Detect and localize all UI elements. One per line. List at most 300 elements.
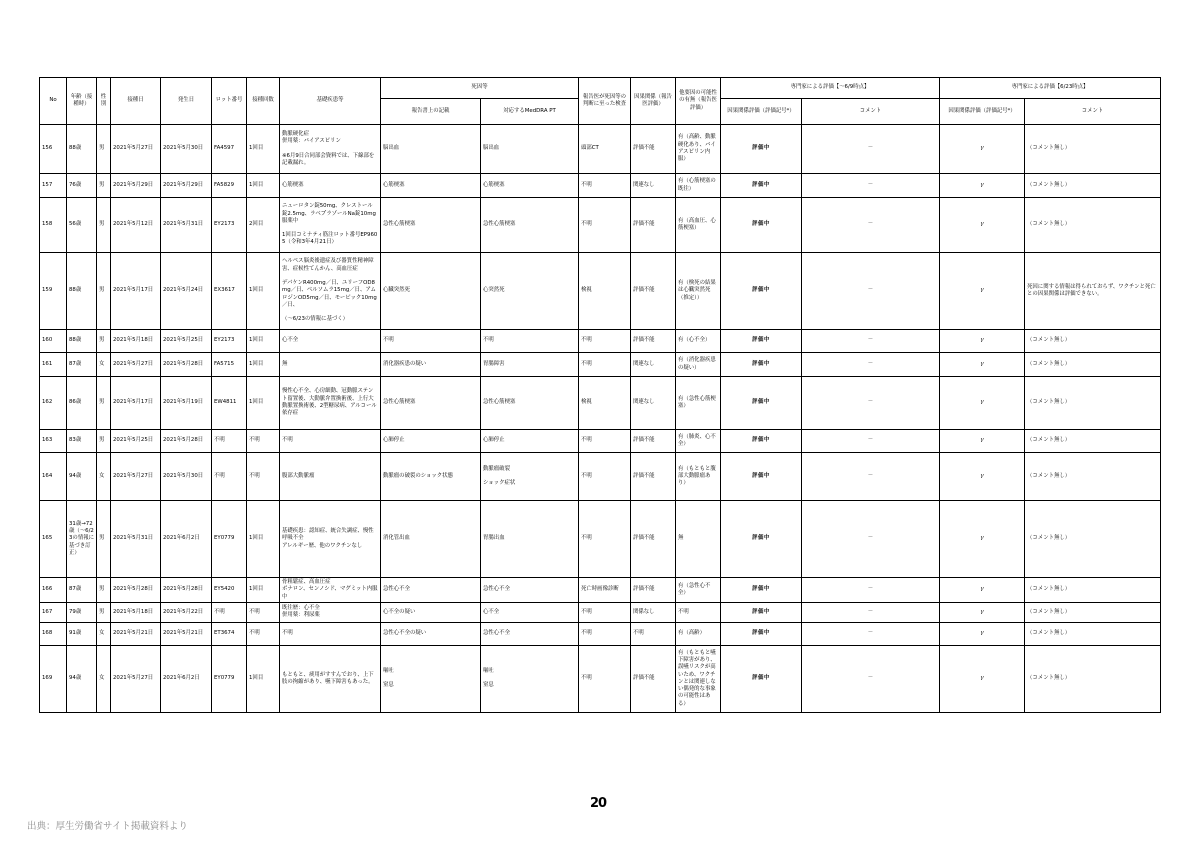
- cell-eval-0623: γ: [940, 377, 1025, 430]
- cell-eval-0623: γ: [940, 453, 1025, 501]
- cell-exam: 不明: [579, 645, 631, 712]
- cell-sex: 男: [97, 377, 111, 430]
- cell-eval-0609: 評価中: [721, 198, 802, 253]
- table-row: [40, 501, 1161, 578]
- cell-meddra-line: 動脈瘤破裂: [483, 465, 510, 472]
- cell-reported-cause-line: 嘔吐: [383, 668, 394, 675]
- cell-reported-cause-line: 心臓突然死: [383, 287, 410, 294]
- cell-age: 83歳: [67, 430, 97, 453]
- cell-underlying: [280, 174, 381, 198]
- cell-no: 163: [40, 430, 67, 453]
- cell-meddra: [481, 253, 579, 330]
- cell-reported-cause: [381, 453, 481, 501]
- cell-meddra: [481, 174, 579, 198]
- cell-vax-date: 2021年5月17日: [111, 377, 161, 430]
- cell-age: 91歳: [67, 622, 97, 645]
- cell-onset: 2021年5月21日: [161, 622, 212, 645]
- cell-dose: 1回目: [247, 125, 280, 174]
- cell-underlying: [280, 430, 381, 453]
- cell-age: 94歳: [67, 453, 97, 501]
- cell-reported-cause-line: 動脈瘤の破裂のショック状態: [383, 472, 453, 479]
- cell-onset: 2021年5月28日: [161, 353, 212, 377]
- cell-comment-0609: －: [802, 430, 940, 453]
- cell-comment-0623: （コメント無し）: [1025, 645, 1161, 712]
- cell-meddra-line: 急性心不全: [483, 630, 510, 637]
- table-row: [40, 174, 1161, 198]
- cell-sex: 女: [97, 622, 111, 645]
- header-eval-0623: 因果関係評価（評価記号*）: [940, 99, 1025, 125]
- cell-underlying: [280, 253, 381, 330]
- cell-other-factors: 有（急性心不全）: [676, 578, 721, 603]
- cell-vax-date: 2021年5月29日: [111, 174, 161, 198]
- cell-meddra-line: 心突然死: [483, 287, 505, 294]
- header-eval-0609: 因果関係評価（評価記号*）: [721, 99, 802, 125]
- cell-meddra-line: [483, 675, 576, 682]
- cell-exam: 検視: [579, 253, 631, 330]
- header-age: 年齢（接種時）: [67, 78, 97, 125]
- cell-comment-0623: （コメント無し）: [1025, 377, 1161, 430]
- cell-eval-0609: 評価中: [721, 602, 802, 622]
- cell-comment-0609: －: [802, 174, 940, 198]
- cell-reported-cause: [381, 501, 481, 578]
- cell-onset: 2021年5月28日: [161, 430, 212, 453]
- cell-onset: 2021年5月28日: [161, 578, 212, 603]
- cell-meddra: [481, 578, 579, 603]
- cell-no: 167: [40, 602, 67, 622]
- cell-meddra-line: 心不全: [483, 608, 500, 615]
- cell-eval-0623: γ: [940, 330, 1025, 353]
- cell-lot: EY5420: [212, 578, 247, 603]
- cell-vax-date: 2021年5月27日: [111, 125, 161, 174]
- cell-eval-0609: 評価中: [721, 645, 802, 712]
- table-row: [40, 453, 1161, 501]
- cell-comment-0623: （コメント無し）: [1025, 174, 1161, 198]
- cell-sex: 女: [97, 353, 111, 377]
- cell-other-factors: 有（肺炎、心不全）: [676, 430, 721, 453]
- cell-meddra-line: 嘔吐: [483, 668, 494, 675]
- table-row: [40, 330, 1161, 353]
- cell-dose: 1回目: [247, 578, 280, 603]
- cell-onset: 2021年5月31日: [161, 198, 212, 253]
- cell-underlying: [280, 330, 381, 353]
- table-row: [40, 377, 1161, 430]
- header-exam: 報告医が死因等の判断に至った検査: [579, 78, 631, 125]
- cell-underlying: [280, 198, 381, 253]
- header-expert-0609: 専門家による評価【～6/9時点】: [721, 78, 940, 99]
- cell-underlying-line: 不明: [282, 437, 293, 444]
- header-cause-group: 死因等: [381, 78, 579, 99]
- table-row: [40, 353, 1161, 377]
- cell-exam: 不明: [579, 602, 631, 622]
- cell-comment-0623: （コメント無し）: [1025, 453, 1161, 501]
- cell-other-factors: 有（心筋梗塞の既往）: [676, 174, 721, 198]
- cell-lot: FA5715: [212, 353, 247, 377]
- cell-comment-0623: （コメント無し）: [1025, 353, 1161, 377]
- cell-eval-0609: 評価中: [721, 125, 802, 174]
- header-other-factors: 他要因の可能性の有無（報告医評価）: [676, 78, 721, 125]
- cell-meddra: [481, 501, 579, 578]
- cell-lot: EY0779: [212, 645, 247, 712]
- cell-underlying-line: 心筋梗塞: [282, 181, 304, 188]
- cell-age: 87歳: [67, 353, 97, 377]
- cell-reported-cause: [381, 125, 481, 174]
- header-onset: 発生日: [161, 78, 212, 125]
- cell-other-factors: 有（もともと腹部大動脈瘤あり）: [676, 453, 721, 501]
- cell-causality: 評価不能: [631, 430, 676, 453]
- cell-lot: FA5829: [212, 174, 247, 198]
- cell-eval-0609: 評価中: [721, 578, 802, 603]
- cell-sex: 男: [97, 602, 111, 622]
- cell-age: 56歳: [67, 198, 97, 253]
- cell-underlying-line: もともと、痰用がすすんでおり、上下肢の拘縮があり、嚥下障害もあった。: [282, 671, 374, 685]
- table-row: [40, 198, 1161, 253]
- cell-comment-0609: －: [802, 253, 940, 330]
- cell-other-factors: 有（高血圧、心筋梗塞）: [676, 198, 721, 253]
- cell-comment-0609: －: [802, 125, 940, 174]
- cell-no: 166: [40, 578, 67, 603]
- cell-sex: 男: [97, 430, 111, 453]
- cell-exam: 不明: [579, 622, 631, 645]
- cell-eval-0623: γ: [940, 353, 1025, 377]
- cell-lot: EY2173: [212, 198, 247, 253]
- cell-no: 164: [40, 453, 67, 501]
- cell-comment-0623: 死因に関する情報は得られておらず、ワクチンと死亡との因果関係は評価できない。: [1025, 253, 1161, 330]
- cell-no: 160: [40, 330, 67, 353]
- cell-onset: 2021年5月19日: [161, 377, 212, 430]
- cell-reported-cause-line: 急性心不全の疑い: [383, 630, 427, 637]
- cell-onset: 2021年5月29日: [161, 174, 212, 198]
- cell-sex: 男: [97, 501, 111, 578]
- cell-sex: 女: [97, 453, 111, 501]
- header-sex: 性別: [97, 78, 111, 125]
- cell-underlying: [280, 501, 381, 578]
- cell-comment-0609: －: [802, 377, 940, 430]
- header-dose: 接種回数: [247, 78, 280, 125]
- cell-causality: 評価不能: [631, 578, 676, 603]
- cell-meddra: [481, 353, 579, 377]
- cell-underlying-line: （～6/23の情報に基づく）: [282, 316, 349, 323]
- cell-reported-cause: [381, 430, 481, 453]
- cell-underlying-line: 腹部大動脈瘤: [282, 472, 315, 479]
- cell-comment-0609: －: [802, 578, 940, 603]
- header-comment-0609: コメント: [802, 99, 940, 125]
- cell-comment-0609: －: [802, 645, 940, 712]
- cell-meddra-line: 心筋梗塞: [483, 181, 505, 188]
- cell-eval-0609: 評価中: [721, 377, 802, 430]
- cell-underlying-line: アレルギー歴、他のワクチンなし: [282, 542, 363, 549]
- cell-causality: 関連なし: [631, 377, 676, 430]
- cell-comment-0623: （コメント無し）: [1025, 602, 1161, 622]
- cell-other-factors: 有（高齢）: [676, 622, 721, 645]
- adverse-event-table: [39, 77, 1161, 713]
- cell-underlying: [280, 622, 381, 645]
- cell-onset: 2021年6月2日: [161, 501, 212, 578]
- cell-reported-cause: [381, 330, 481, 353]
- cell-vax-date: 2021年5月17日: [111, 253, 161, 330]
- cell-underlying-line: 心不全: [282, 337, 299, 344]
- cell-exam: 不明: [579, 453, 631, 501]
- cell-eval-0609: 評価中: [721, 253, 802, 330]
- cell-sex: 男: [97, 198, 111, 253]
- cell-comment-0623: （コメント無し）: [1025, 330, 1161, 353]
- page-number: 20: [590, 796, 607, 811]
- cell-exam: 不明: [579, 430, 631, 453]
- cell-meddra: [481, 622, 579, 645]
- cell-underlying: [280, 125, 381, 174]
- cell-sex: 男: [97, 174, 111, 198]
- cell-no: 165: [40, 501, 67, 578]
- table-body: [40, 125, 1161, 713]
- cell-lot: 不明: [212, 602, 247, 622]
- cell-reported-cause: [381, 622, 481, 645]
- cell-causality: 評価不能: [631, 645, 676, 712]
- cell-causality: 評価不能: [631, 453, 676, 501]
- cell-underlying-line: 動脈硬化症: [282, 130, 309, 137]
- cell-sex: 男: [97, 330, 111, 353]
- cell-underlying: [280, 353, 381, 377]
- cell-lot: EW4811: [212, 377, 247, 430]
- cell-eval-0609: 評価中: [721, 430, 802, 453]
- header-no: No: [40, 78, 67, 125]
- cell-exam: 頭部CT: [579, 125, 631, 174]
- cell-vax-date: 2021年5月18日: [111, 602, 161, 622]
- cell-age: 79歳: [67, 602, 97, 622]
- cell-causality: 不明: [631, 622, 676, 645]
- cell-lot: EY2173: [212, 330, 247, 353]
- cell-exam: 不明: [579, 330, 631, 353]
- cell-no: 161: [40, 353, 67, 377]
- cell-vax-date: 2021年5月31日: [111, 501, 161, 578]
- cell-age: 88歳: [67, 125, 97, 174]
- cell-comment-0623: （コメント無し）: [1025, 501, 1161, 578]
- header-underlying: 基礎疾患等: [280, 78, 381, 125]
- cell-vax-date: 2021年5月18日: [111, 330, 161, 353]
- cell-meddra-line: 胃腸出血: [483, 535, 505, 542]
- cell-underlying-line: 既往歴：心不全: [282, 605, 320, 612]
- cell-exam: 不明: [579, 198, 631, 253]
- cell-underlying-line: 無: [282, 360, 288, 367]
- cell-other-factors: 有（検死の結果は心臓突然死（推定））: [676, 253, 721, 330]
- cell-causality: 評価不能: [631, 198, 676, 253]
- cell-other-factors: 有（急性心筋梗塞）: [676, 377, 721, 430]
- cell-comment-0623: （コメント無し）: [1025, 430, 1161, 453]
- cell-reported-cause-line: 消化管出血: [383, 535, 410, 542]
- cell-reported-cause-line: 心不全の疑い: [383, 608, 416, 615]
- cell-reported-cause-line: 心筋梗塞: [383, 181, 405, 188]
- table-row: [40, 578, 1161, 603]
- cell-dose: 1回目: [247, 330, 280, 353]
- cell-sex: 男: [97, 578, 111, 603]
- cell-reported-cause: [381, 353, 481, 377]
- cell-eval-0623: γ: [940, 125, 1025, 174]
- cell-meddra: [481, 430, 579, 453]
- cell-dose: 1回目: [247, 253, 280, 330]
- cell-meddra: [481, 125, 579, 174]
- cell-exam: 不明: [579, 353, 631, 377]
- cell-underlying-line: 慢性心不全、心房細動、冠動脈ステント留置後、大動脈弁置換術後、上行大動脈置換術後、2型糖尿病、アルコール依存症: [282, 388, 377, 417]
- cell-comment-0609: －: [802, 501, 940, 578]
- cell-underlying-line: [282, 273, 378, 280]
- cell-meddra: [481, 602, 579, 622]
- cell-lot: EY0779: [212, 501, 247, 578]
- cell-comment-0623: （コメント無し）: [1025, 578, 1161, 603]
- cell-meddra-line: 心肺停止: [483, 437, 505, 444]
- cell-causality: 評価不能: [631, 253, 676, 330]
- cell-other-factors: 有（高齢、動脈硬化あり、バイアスピリン内服）: [676, 125, 721, 174]
- cell-exam: 不明: [579, 501, 631, 578]
- cell-onset: 2021年5月22日: [161, 602, 212, 622]
- cell-underlying-line: ※6月9日合同部会資料では、下線部を記載漏れ。: [282, 152, 375, 166]
- cell-underlying-line: 併用薬：バイアスピリン: [282, 138, 341, 145]
- cell-dose: 不明: [247, 453, 280, 501]
- cell-eval-0623: γ: [940, 430, 1025, 453]
- cell-causality: 評価不能: [631, 501, 676, 578]
- header-expert-0623: 専門家による評価【6/23時点】: [940, 78, 1161, 99]
- cell-comment-0609: －: [802, 602, 940, 622]
- cell-reported-cause-line: 急性心筋梗塞: [383, 399, 416, 406]
- cell-vax-date: 2021年5月21日: [111, 622, 161, 645]
- cell-underlying: [280, 377, 381, 430]
- cell-causality: 関係なし: [631, 602, 676, 622]
- cell-reported-cause-line: 消化器疾患の疑い: [383, 360, 427, 367]
- cell-underlying-line: [282, 146, 378, 153]
- cell-reported-cause-line: 急性心不全: [383, 586, 410, 593]
- cell-lot: FA4597: [212, 125, 247, 174]
- cell-onset: 2021年5月24日: [161, 253, 212, 330]
- cell-underlying-line: 不明: [282, 630, 293, 637]
- cell-exam: 不明: [579, 174, 631, 198]
- cell-other-factors: 有（心不全）: [676, 330, 721, 353]
- cell-meddra: [481, 453, 579, 501]
- cell-meddra: [481, 330, 579, 353]
- cell-comment-0609: －: [802, 353, 940, 377]
- cell-no: 169: [40, 645, 67, 712]
- table-row: [40, 602, 1161, 622]
- cell-meddra-line: 脳出血: [483, 145, 500, 152]
- cell-onset: 2021年5月30日: [161, 453, 212, 501]
- cell-meddra: [481, 645, 579, 712]
- cell-reported-cause-line: 急性心筋梗塞: [383, 221, 416, 228]
- cell-reported-cause: [381, 377, 481, 430]
- cell-eval-0623: γ: [940, 578, 1025, 603]
- header-vax-date: 接種日: [111, 78, 161, 125]
- cell-vax-date: 2021年5月27日: [111, 645, 161, 712]
- cell-reported-cause: [381, 174, 481, 198]
- cell-underlying: [280, 602, 381, 622]
- cell-underlying-line: 1回目コミナティ筋注ロット番号EP9605（令和3年4月21日）: [282, 232, 378, 246]
- cell-age: 76歳: [67, 174, 97, 198]
- cell-dose: 1回目: [247, 501, 280, 578]
- table-row: [40, 622, 1161, 645]
- cell-other-factors: 有（もともと嚥下障害があり、誤嚥リスクが高いため、ワクチンとは関連しない偶発的な事象の可能性はある）: [676, 645, 721, 712]
- cell-underlying-line: ボナロン、センノシド、マグミット内服中: [282, 586, 378, 600]
- cell-meddra-line: 胃腸障害: [483, 360, 505, 367]
- cell-no: 157: [40, 174, 67, 198]
- cell-meddra-line: 急性心筋梗塞: [483, 221, 516, 228]
- cell-reported-cause-line: 窒息: [383, 682, 394, 689]
- cell-meddra-line: 不明: [483, 337, 494, 344]
- cell-reported-cause: [381, 578, 481, 603]
- cell-reported-cause-line: 心肺停止: [383, 437, 405, 444]
- cell-dose: 不明: [247, 602, 280, 622]
- cell-dose: 1回目: [247, 645, 280, 712]
- cell-underlying-line: 併用薬：利尿薬: [282, 612, 320, 619]
- cell-causality: 評価不能: [631, 330, 676, 353]
- cell-comment-0609: －: [802, 453, 940, 501]
- cell-dose: 2回目: [247, 198, 280, 253]
- cell-lot: 不明: [212, 453, 247, 501]
- cell-underlying: [280, 645, 381, 712]
- cell-onset: 2021年6月2日: [161, 645, 212, 712]
- cell-causality: 関連なし: [631, 174, 676, 198]
- cell-eval-0623: γ: [940, 253, 1025, 330]
- cell-dose: 不明: [247, 430, 280, 453]
- cell-comment-0623: （コメント無し）: [1025, 198, 1161, 253]
- cell-dose: 1回目: [247, 353, 280, 377]
- table-row: [40, 125, 1161, 174]
- cell-meddra-line: 急性心筋梗塞: [483, 399, 516, 406]
- cell-sex: 男: [97, 253, 111, 330]
- header-lot: ロット番号: [212, 78, 247, 125]
- cell-eval-0623: γ: [940, 174, 1025, 198]
- cell-dose: 1回目: [247, 377, 280, 430]
- cell-eval-0609: 評価中: [721, 174, 802, 198]
- table-row: [40, 253, 1161, 330]
- cell-comment-0623: （コメント無し）: [1025, 622, 1161, 645]
- cell-eval-0609: 評価中: [721, 330, 802, 353]
- cell-sex: 女: [97, 645, 111, 712]
- cell-eval-0623: γ: [940, 501, 1025, 578]
- cell-other-factors: 不明: [676, 602, 721, 622]
- cell-causality: 関連なし: [631, 353, 676, 377]
- cell-eval-0609: 評価中: [721, 622, 802, 645]
- cell-reported-cause: [381, 602, 481, 622]
- cell-age: 88歳: [67, 253, 97, 330]
- cell-dose: 1回目: [247, 174, 280, 198]
- cell-reported-cause-line: [383, 675, 478, 682]
- cell-vax-date: 2021年5月12日: [111, 198, 161, 253]
- cell-underlying-line: ニューロタン錠50mg、クレストール錠2.5mg、ラベプラゾールNa錠10mg服薬中: [282, 203, 376, 224]
- cell-eval-0623: γ: [940, 602, 1025, 622]
- cell-onset: 2021年5月25日: [161, 330, 212, 353]
- cell-dose: 不明: [247, 622, 280, 645]
- cell-lot: 不明: [212, 430, 247, 453]
- table-row: [40, 645, 1161, 712]
- source-note: 出典：厚生労働省サイト掲載資料より: [27, 821, 188, 832]
- cell-meddra-line: 窒息: [483, 682, 494, 689]
- cell-underlying-line: デパケンR400mg／日、ユリーフOD8mg／日、ベルソムラ15mg／日、アムロジンOD5mg／日、モービック10mg／日、: [282, 280, 377, 308]
- cell-eval-0609: 評価中: [721, 501, 802, 578]
- cell-comment-0609: －: [802, 622, 940, 645]
- cell-underlying-line: 基礎疾患：認知症、統合失調症、慢性呼吸不全: [282, 528, 374, 542]
- cell-causality: 評価不能: [631, 125, 676, 174]
- cell-age: 86歳: [67, 377, 97, 430]
- cell-age: 31歳→72歳（～6/23の情報に基づき訂正）: [67, 501, 97, 578]
- cell-reported-cause: [381, 253, 481, 330]
- cell-comment-0609: －: [802, 198, 940, 253]
- cell-underlying-line: 骨粗鬆症、高血圧症: [282, 579, 331, 585]
- cell-age: 88歳: [67, 330, 97, 353]
- cell-exam: 死亡時画像診断: [579, 578, 631, 603]
- cell-reported-cause: [381, 198, 481, 253]
- cell-comment-0609: －: [802, 330, 940, 353]
- cell-no: 158: [40, 198, 67, 253]
- cell-reported-cause: [381, 645, 481, 712]
- cell-eval-0623: γ: [940, 645, 1025, 712]
- cell-no: 162: [40, 377, 67, 430]
- header-comment-0623: コメント: [1025, 99, 1161, 125]
- cell-meddra: [481, 198, 579, 253]
